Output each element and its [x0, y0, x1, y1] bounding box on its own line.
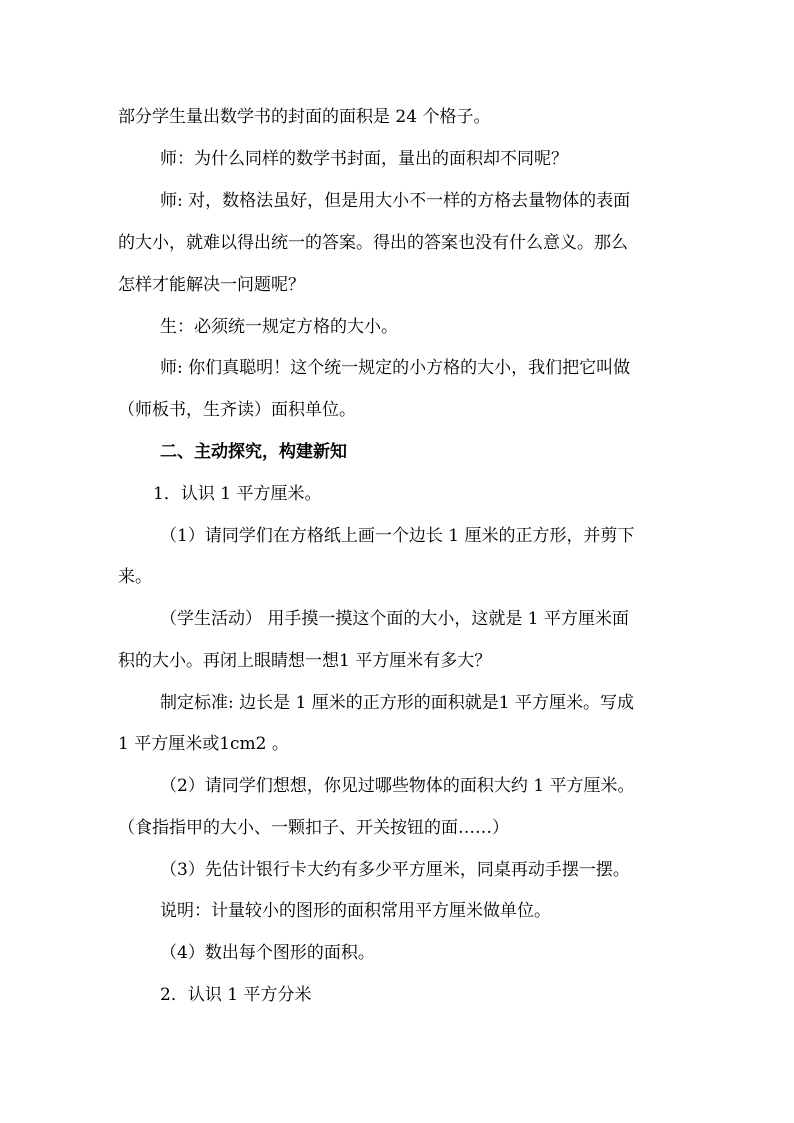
paragraph-line: （食指指甲的大小、一颗扣子、开关按钮的面……） — [118, 818, 509, 838]
paragraph-line: 1 平方厘米或1cm2 。 — [118, 734, 289, 754]
paragraph-line: （3）先估计银行卡大约有多少平方厘米，同桌再动手摆一摆。 — [160, 860, 630, 880]
paragraph-line: 来。 — [118, 567, 152, 587]
paragraph-line: 生：必须统一规定方格的大小。 — [160, 317, 398, 337]
paragraph-line: 的大小，就难以得出统一的答案。得出的答案也没有什么意义。那么 — [118, 233, 628, 253]
paragraph-line: 师: 对，数格法虽好，但是用大小不一样的方格去量物体的表面 — [160, 191, 631, 211]
subsection-heading: 2．认识 1 平方分米 — [160, 985, 312, 1005]
subsection-heading: 1．认识 1 平方厘米。 — [153, 484, 322, 504]
paragraph-line: （2）请同学们想想，你见过哪些物体的面积大约 1 平方厘米。 — [160, 776, 635, 796]
paragraph-line: 积的大小。再闭上眼睛想一想1 平方厘米有多大？ — [118, 651, 492, 671]
section-heading: 二、主动探究，构建新知 — [160, 442, 347, 462]
paragraph-line: 部分学生量出数学书的封面的面积是 24 个格子。 — [118, 107, 491, 127]
paragraph-line: （4）数出每个图形的面积。 — [160, 943, 375, 963]
paragraph-line: 说明：计量较小的图形的面积常用平方厘米做单位。 — [160, 901, 551, 921]
paragraph-line: （1）请同学们在方格纸上画一个边长 1 厘米的正方形，并剪下 — [160, 526, 635, 546]
paragraph-line: 师：为什么同样的数学书封面，量出的面积却不同呢？ — [160, 149, 568, 169]
paragraph-line: 怎样才能解决一问题呢？ — [118, 275, 305, 295]
paragraph-line: 师: 你们真聪明！这个统一规定的小方格的大小，我们把它叫做 — [160, 358, 631, 378]
paragraph-line: 制定标准: 边长是 1 厘米的正方形的面积就是1 平方厘米。写成 — [160, 693, 634, 713]
paragraph-line: （师板书，生齐读）面积单位。 — [118, 400, 356, 420]
paragraph-line: （学生活动） 用手摸一摸这个面的大小，这就是 1 平方厘米面 — [160, 609, 630, 629]
